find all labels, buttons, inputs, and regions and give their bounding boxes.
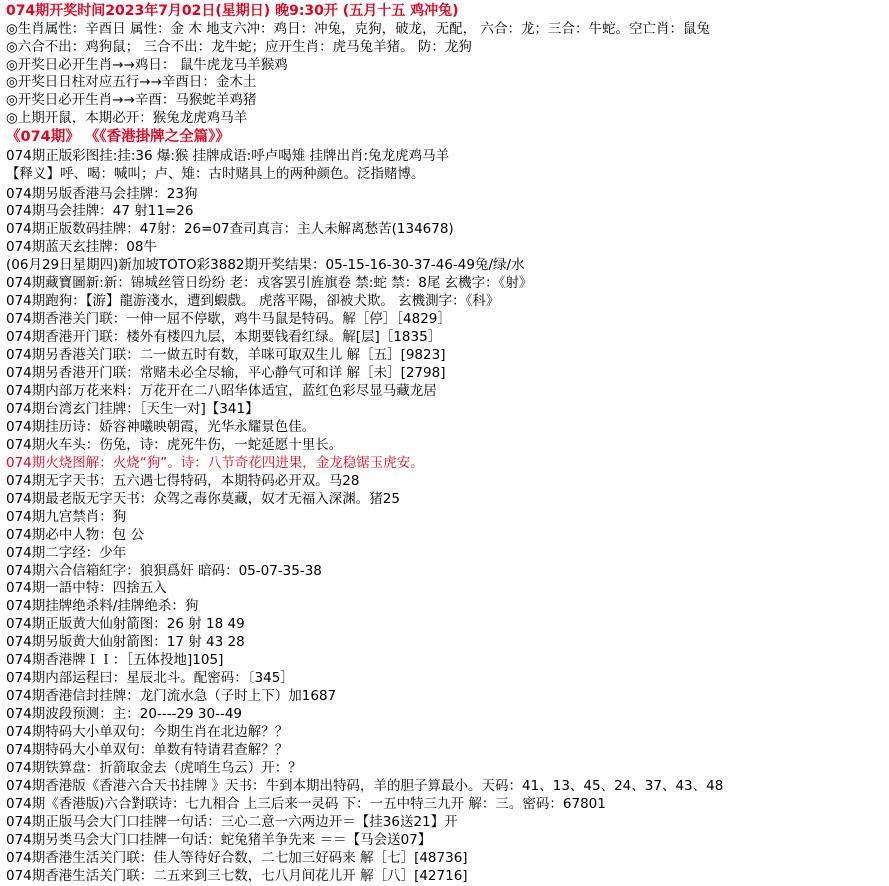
section-title: [6, 128, 885, 147]
entry-body: 少年: [99, 544, 127, 561]
entry-row: [6, 580, 885, 598]
attribute-marker: ◎: [6, 74, 18, 91]
entry-row: [6, 760, 885, 778]
entry-prefix: 074期另香港关门联：: [6, 347, 140, 364]
entry-body: 呼、喝：喊叫；卢、雉：古时赌具上的两种颜色。泛指赌博。: [60, 165, 425, 182]
entry-prefix: 074期《香港版)六合對联诗：: [6, 795, 186, 812]
page-header: [6, 2, 885, 21]
entry-body: 二五来到三七数，七八月间花儿开 解［八］[42716]: [153, 867, 468, 884]
entry-prefix: 074期香港信封挂牌：: [6, 688, 140, 705]
entry-row: [6, 383, 885, 401]
entry-row: [6, 293, 885, 311]
entry-row: [6, 868, 885, 886]
entry-list: [6, 148, 885, 886]
entry-prefix: 074期挂牌绝杀料/挂牌绝杀：: [6, 598, 185, 615]
entry-row: [6, 742, 885, 760]
entry-row: [6, 814, 885, 832]
attribute-value: 鸡狗鼠； 三合不出：龙牛蛇；应开生肖：虎马兔羊猪。 防：龙狗: [85, 38, 472, 55]
attribute-value: 辛酉日 属性：金 木 地支六冲：鸡日：冲兔，克狗，破龙，无配， 六合：龙；三合：牛蛇。空亡肖：鼠兔: [85, 20, 710, 37]
entry-prefix: 074期香港开门联：: [6, 329, 127, 346]
attribute-row: [6, 74, 885, 92]
entry-body: 26 射 18 49: [166, 616, 245, 633]
entry-body: 常赌未必全尽输，平心静气可和详 解［未］[2798]: [139, 365, 446, 382]
entry-prefix: 【释义】: [6, 165, 60, 182]
entry-body: 一伸一屈不停歇，鸡牛马鼠是特码。解［停］［4829］: [126, 311, 451, 328]
entry-body: 火烧“狗”。诗：八节奇花四进果，金龙稳锯玉虎安。: [112, 454, 424, 471]
entry-row: [6, 275, 885, 293]
entry-body: 今期生肖在北边解？？: [153, 724, 289, 741]
entry-body: 47射：26=07查司真言：主人未解离愁苦(134678): [139, 221, 454, 238]
entry-row: [6, 670, 885, 688]
entry-row: [6, 545, 885, 563]
entry-prefix: 074期马会挂牌：: [6, 203, 113, 220]
entry-body: 楼外有楼四九层，本期要钱看红绿。解[层]［1835］: [126, 329, 442, 346]
entry-prefix: 074期一語中特：: [6, 580, 113, 597]
attribute-value: 开奖日必开生肖→→鸡日： 鼠牛虎龙马羊猴鸡: [17, 56, 288, 73]
entry-body: 新加坡TOTO彩3882期开奖结果：05-15-16-30-37-46-49兔/绿/水: [118, 257, 525, 274]
entry-row: [6, 257, 885, 275]
entry-row: [6, 437, 885, 455]
entry-prefix: 074期火烧图解：: [6, 454, 113, 471]
entry-body: 【游】龍游淺水，遭到蝦戲。 虎落平陽，卻被犬欺。 玄機測字：《科》: [85, 293, 500, 310]
entry-prefix: 074期另版黄大仙射箭图：: [6, 634, 167, 651]
entry-body: 佳人等待好合数，二七加三好码来 解［七］[48736]: [153, 849, 468, 866]
entry-body: 牛到本期出特码，羊的胆子算最小。天码：41、13、45、24、37、43、48: [265, 777, 724, 794]
entry-prefix: 074期火车头：: [6, 436, 100, 453]
header-lunar: (五月十五: [342, 3, 406, 19]
entry-prefix: 074期香港版《香港六合天书挂牌 》天书：: [6, 777, 266, 794]
entry-prefix: 074期正版黄大仙射箭图：: [6, 616, 167, 633]
entry-row: [6, 473, 885, 491]
entry-body: 17 射 43 28: [166, 634, 245, 651]
entry-row: [6, 419, 885, 437]
entry-prefix: 074期蓝天玄挂牌：: [6, 239, 127, 256]
entry-row: [6, 491, 885, 509]
entry-body: 23狗: [166, 185, 198, 202]
entry-prefix: 074期正版马会大门口挂牌一句话：: [6, 813, 221, 830]
entry-row: [6, 778, 885, 796]
attribute-value: 上期开鼠，本期必开：猴兔龙虎鸡马羊: [17, 110, 248, 127]
entry-body: 折箭取金去（虎哨生乌云）开：？: [99, 760, 302, 777]
entry-prefix: 074期内部运程曰：: [6, 670, 127, 687]
attribute-list: [6, 21, 885, 129]
entry-row: [6, 166, 885, 184]
attribute-row: [6, 110, 885, 128]
entry-row: [6, 203, 885, 221]
entry-row: [6, 563, 885, 581]
entry-prefix: 074期挂历诗：: [6, 418, 100, 435]
entry-prefix: 074期香港关门联：: [6, 311, 127, 328]
entry-prefix: 074期最老版无字天书：: [6, 490, 154, 507]
entry-body: ［天生一对]【341】: [139, 400, 259, 417]
attribute-marker: ◎: [6, 20, 18, 37]
entry-row: [6, 186, 885, 204]
entry-prefix: 074期特码大小单双句：: [6, 742, 154, 759]
entry-row: [6, 347, 885, 365]
entry-body: 狗: [184, 598, 199, 615]
entry-row: [6, 455, 885, 473]
entry-prefix: 074期另版香港马会挂牌：: [6, 185, 167, 202]
entry-body: 包 公: [112, 526, 145, 543]
attribute-row: [6, 57, 885, 75]
entry-prefix: (06月29日星期四): [6, 257, 119, 274]
entry-body: 五六遇七得特码，本期特码必开双。马28: [112, 472, 360, 489]
entry-row: [6, 365, 885, 383]
entry-prefix: 074期波段预测：: [6, 706, 113, 723]
entry-body: 三心二意一六两边开＝【挂36送21】开: [220, 813, 458, 830]
entry-row: [6, 527, 885, 545]
entry-body: 狼狽爲奸 暗码：05-07-35-38: [139, 562, 322, 579]
entry-body: 蛇兔猪羊争先来 ＝＝【马会送07】: [220, 831, 432, 848]
entry-body: 47 射11=26: [112, 203, 194, 220]
entry-prefix: 074期铁算盘：: [6, 760, 100, 777]
entry-body: 主：20----29 30--49: [112, 706, 243, 723]
entry-body: 龙门流水急（子时上下）加1687: [139, 688, 337, 705]
attribute-row: [6, 92, 885, 110]
entry-body: 七九相合 上三后来一灵码 下：一五中特三九开 解：三。密码：67801: [185, 795, 606, 812]
entry-body: 众驾之毒你莫藏，奴才无福入深渊。猪25: [153, 490, 400, 507]
attribute-label: 生肖属性：: [17, 20, 86, 37]
entry-body: 二一做五时有数，羊咪可取双生儿 解［五］[9823]: [139, 347, 446, 364]
entry-prefix: 074期香港生活关门联：: [6, 867, 154, 884]
entry-row: [6, 598, 885, 616]
entry-prefix: 074期另类马会大门口挂牌一句话：: [6, 831, 221, 848]
section-title-right: 《《香港掛牌之全篇》》: [84, 129, 230, 146]
entry-body: 狗: [112, 508, 127, 525]
entry-row: [6, 239, 885, 257]
entry-row: [6, 832, 885, 850]
entry-row: [6, 796, 885, 814]
entry-body: 四捨五入: [112, 580, 167, 597]
entry-prefix: 074期九宫禁肖：: [6, 508, 113, 525]
entry-row: [6, 850, 885, 868]
entry-prefix: 074期正版彩图挂:: [6, 147, 118, 164]
entry-body: ［五体投地]105]: [126, 652, 224, 669]
header-zodiac: 鸡冲兔): [410, 3, 459, 19]
entry-row: [6, 221, 885, 239]
attribute-row: [6, 21, 885, 39]
entry-body: 单数有特请君查解？？: [153, 742, 289, 759]
entry-row: [6, 311, 885, 329]
entry-prefix: 074期台湾玄门挂牌：: [6, 400, 140, 417]
header-draw-time: 晚9:30开: [275, 3, 338, 19]
entry-row: [6, 634, 885, 652]
attribute-value: 开奖日必开生肖→→辛酉：马猴蛇羊鸡猪: [17, 92, 257, 109]
entry-body: 伤兔，诗：虎死牛伤，一蛇延愿十里长。: [99, 436, 343, 453]
entry-prefix: 074期藏寶圖新:: [6, 275, 104, 292]
entry-body: 挂:36 爆:猴 挂牌成语:呼卢喝雉 挂牌出肖:兔龙虎鸡马羊: [117, 147, 450, 164]
entry-prefix: 074期跑狗：: [6, 293, 86, 310]
entry-prefix: 074期六合信箱紅字：: [6, 562, 140, 579]
header-title: 074期开奖时间2023年7月02日(星期日): [6, 3, 271, 19]
entry-prefix: 074期香港牌ＩＩ：: [6, 652, 127, 669]
entry-row: [6, 148, 885, 166]
attribute-label: 六合不出：: [17, 38, 86, 55]
entry-prefix: 074期香港生活关门联：: [6, 849, 154, 866]
entry-prefix: 074期特码大小单双句：: [6, 724, 154, 741]
entry-prefix: 074期二字经：: [6, 544, 100, 561]
attribute-marker: ◎: [6, 38, 18, 55]
entry-row: [6, 616, 885, 634]
entry-row: [6, 706, 885, 724]
entry-body: 新：锦城丝管日纷纷 老：戎客罢引旌旗卷 禁:蛇 禁：8尾 玄機字：《射》: [103, 275, 533, 292]
entry-row: [6, 724, 885, 742]
entry-body: 万花开在二八昭华体适宜，蓝红色彩尽显马藏龙居: [139, 383, 437, 399]
entry-row: [6, 509, 885, 527]
entry-row: [6, 329, 885, 347]
entry-prefix: 074期另香港开门联：: [6, 365, 140, 382]
entry-prefix: 074期必中人物：: [6, 526, 113, 543]
entry-body: 08牛: [126, 239, 157, 256]
attribute-value: 开奖日日柱对应五行→→辛酉日：金木土: [17, 74, 257, 91]
entry-row: [6, 401, 885, 419]
entry-body: 星辰北斗。配密码：〔345］: [126, 670, 294, 687]
attribute-marker: ◎: [6, 56, 18, 73]
entry-prefix: 074期正版数码挂牌：: [6, 221, 140, 238]
entry-row: [6, 652, 885, 670]
entry-row: [6, 688, 885, 706]
entry-body: 娇容神曦映朝霞，光华永耀景色佳。: [99, 418, 316, 435]
entry-prefix: 074期无字天书：: [6, 472, 113, 489]
entry-prefix: 074期内部万花来料：: [6, 383, 140, 399]
attribute-row: [6, 39, 885, 57]
attribute-marker: ◎: [6, 110, 18, 127]
section-title-left: 《074期》: [6, 129, 80, 146]
attribute-marker: ◎: [6, 92, 18, 109]
